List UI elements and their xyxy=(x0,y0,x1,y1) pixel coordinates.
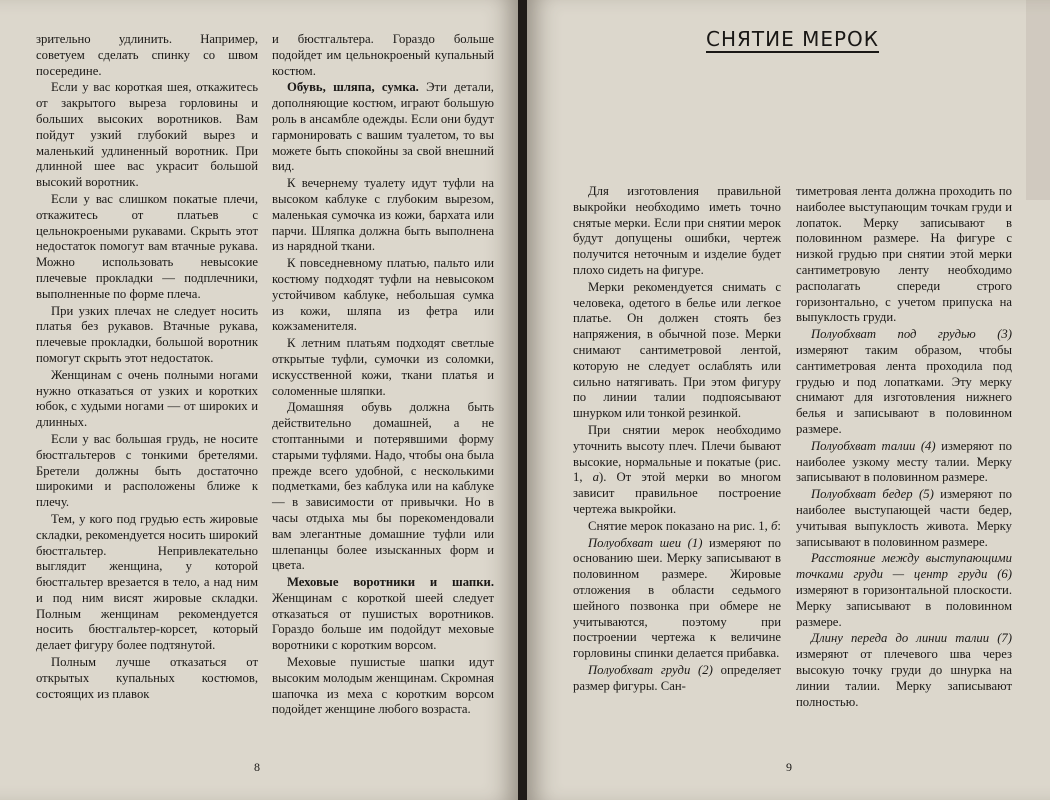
paragraph-text: ). От этой мерки во многом зависит правильное построение чертежа выкройки. xyxy=(573,470,782,516)
figure-ref: б xyxy=(770,518,778,533)
paragraph-text: Женщинам с короткой шеей следует отказаться от пушистых воротников. Гораздо больше им подойдут меховые воротники с коротким ворсом. xyxy=(272,590,494,653)
measurement-term: Полуобхват шеи (1) xyxy=(588,535,703,550)
paragraph xyxy=(796,631,1012,710)
page-edge-shadow xyxy=(1026,0,1050,200)
paragraph: Мерки рекомендуется снимать с человека, одетого в белье или легкое платье. Он должен стоять без напряжения, в обычной позе. Мерки снимают сантиметровой лентой, которую не следует ослаблять или сильно натягивать. При этом фигуру по линии талии подпоясывают шнурком или тонкой резинкой. xyxy=(573,279,781,421)
measurement-term: Полуобхват груди (2) xyxy=(588,662,713,677)
paragraph-text: измеряют по наиболее узкому месту талии. Мерку записывают в половинном размере. xyxy=(796,438,1012,485)
page-number: 8 xyxy=(254,760,260,774)
paragraph: зрительно удлинить. Например, советуем сделать спинку со швом посередине. xyxy=(36,32,258,78)
paragraph xyxy=(796,551,1012,630)
paragraph xyxy=(573,519,781,535)
paragraph: и бюстгальтера. Гораздо больше подойдет им цельнокроеный купальный костюм. xyxy=(272,32,494,78)
page-number: 9 xyxy=(786,760,792,774)
paragraph-text: Снятие мерок показано на рис. 1, xyxy=(588,518,771,533)
paragraph: тиметровая лента должна проходить по наиболее выступающим точкам груди и лопаток. Мерку записывают в половинном размере. На фигуре с низкой грудью при снятии этой мерки сантиметровую ленту необходимо располагать спереди строго горизонтально, с учетом припуска на выпуклость груди. xyxy=(796,184,1012,325)
paragraph: Для изготовления правильной выкройки необходимо иметь точно снятые мерки. Если при снятии мерок будут допущены ошибки, чертеж получится неточным и изделие будет плохо сидеть на фигуре. xyxy=(573,184,781,277)
paragraph xyxy=(573,423,781,518)
paragraph: При узких плечах не следует носить платья без рукавов. Втачные рукава, плечевые прокладки, большой воротник помогут скрыть этот недостаток. xyxy=(36,303,258,365)
paragraph-text: Эти детали, дополняющие костюм, играют большую роль в ансамбле одежды. Если они будут гармонировать с вашим туалетом, то вы можете быть спокойны за свой внешний вид. xyxy=(272,80,494,174)
paragraph xyxy=(272,80,494,175)
paragraph: К повседневному платью, пальто или костюму подходят туфли на невысоком устойчивом каблуке, небольшая сумка из кожи, шляпа из фетра или кожзаменителя. xyxy=(272,256,494,334)
measurement-term: Длину переда до линии талии (7) xyxy=(811,631,1012,646)
paragraph: Женщинам с очень полными ногами нужно отказаться от узких и коротких юбок, с худыми ногами — от широких и длинных. xyxy=(36,367,258,430)
paragraph: Меховые пушистые шапки идут высоким молодым женщинам. Скромная шапочка из меха с коротким ворсом подойдет женщине любого возраста. xyxy=(272,655,494,717)
subsection-heading: Обувь, шляпа, сумка. xyxy=(287,80,419,95)
left-page-column-2 xyxy=(272,32,494,719)
paragraph: Если у вас слишком покатые плечи, откажитесь от платьев с цельнокроеными рукавами. Скрыть этот недостаток помогут вам втачные рукава. Можно использовать невысокие плечевые прокладки — подплечники, выполненные по форме плеча. xyxy=(36,191,258,301)
right-page-column-2 xyxy=(796,184,1012,711)
paragraph-text: : xyxy=(777,518,781,533)
measurement-term: Полуобхват талии (4) xyxy=(811,438,936,453)
left-page xyxy=(0,0,518,800)
paragraph-text: измеряют по основанию шеи. Мерку записывают в половинном размере. Жировые отложения в области седьмого шейного позвонка при обмере не учитываются, поэтому при построении чертежа к величине горловины спинки делается прибавка. xyxy=(573,535,781,661)
paragraph xyxy=(272,575,494,654)
right-page-column-1 xyxy=(573,184,781,696)
subsection-heading: Меховые воротники и шапки. xyxy=(287,575,494,590)
paragraph: К вечернему туалету идут туфли на высоком каблуке с глубоким вырезом, маленькая сумочка из кожи, бархата или парчи. Шляпка должна быть выполнена из нарядной ткани. xyxy=(272,176,494,254)
paragraph: К летним платьям подходят светлые открытые туфли, сумочки из соломки, искусственной кожи, ткани платья и соломенные шляпки. xyxy=(272,336,494,398)
paragraph xyxy=(796,439,1012,486)
measurement-term: Полуобхват бедер (5) xyxy=(811,487,934,502)
measurement-term: Расстояние между выступающими точками груди — центр груди (6) xyxy=(796,551,1012,582)
paragraph: Тем, у кого под грудью есть жировые складки, рекомендуется носить широкий бюстгальтер. Непривлекательно выглядит женщина, у которой бюстгальтер врезается в тело, а над ним и под ним висят жировые складки. Полным женщинам рекомендуется носить бюстгальтер-корсет, который делает фигуру более подтянутой. xyxy=(36,511,258,653)
paragraph xyxy=(573,536,781,662)
paragraph: Домашняя обувь должна быть действительно домашней, а не стоптанными и потерявшими форму старыми туфлями. Надо, чтобы она была прежде всего удобной, с несколькими подметками, без каблука или на каблуке — в зависимости от привычки. Но в часы отдыха мы бы порекомендовали вам элегантные домашние туфли или шлепанцы более изысканных форм и цвета. xyxy=(272,400,494,573)
paragraph-text: измеряют по наиболее выступающей части бедер, учитывая выпуклость живота. Мерку записывают в половинном размере. xyxy=(796,487,1012,549)
paragraph: Полным лучше отказаться от открытых купальных костюмов, состоящих из плавок xyxy=(36,655,258,701)
book-gutter xyxy=(518,0,527,800)
measurement-term: Полуобхват под грудью (3) xyxy=(811,327,1012,342)
paragraph: Если у вас короткая шея, откажитесь от закрытого выреза горловины и больших высоких воротников. Вам пойдут узкий глубокий вырез и маленький удлиненный воротник. При длинной шее вас украсит большой высокий воротник. xyxy=(36,80,258,190)
paragraph xyxy=(573,663,781,695)
paragraph-text: определяет размер фигуры. Сан- xyxy=(573,662,781,693)
left-page-column-1 xyxy=(36,32,258,703)
paragraph: Если у вас большая грудь, не носите бюстгальтеров с тонкими бретелями. Бретели должны быть достаточно широкими и расположены ближе к плечу. xyxy=(36,431,258,510)
paragraph-text: измеряют от плечевого шва через высокую точку груди до шнурка на линии талии. Мерку записывают полностью. xyxy=(796,647,1012,709)
paragraph-text: измеряют в горизонтальной плоскости. Мерку записывают в половинном размере. xyxy=(796,582,1012,629)
paragraph xyxy=(796,327,1012,438)
paragraph-text: измеряют таким образом, чтобы сантиметровая лента проходила под грудью и под лопатками. Эту мерку снимают для изготовления нижнего белья и записывают в половинном размере. xyxy=(796,342,1012,436)
section-title: СНЯТИЕ МЕРОК xyxy=(706,27,879,51)
figure-ref: а xyxy=(592,470,599,485)
paragraph-text: При снятии мерок необходимо уточнить высоту плеч. Плечи бывают высокие, нормальные и покатые (рис. 1, xyxy=(573,422,781,485)
paragraph xyxy=(796,487,1012,550)
